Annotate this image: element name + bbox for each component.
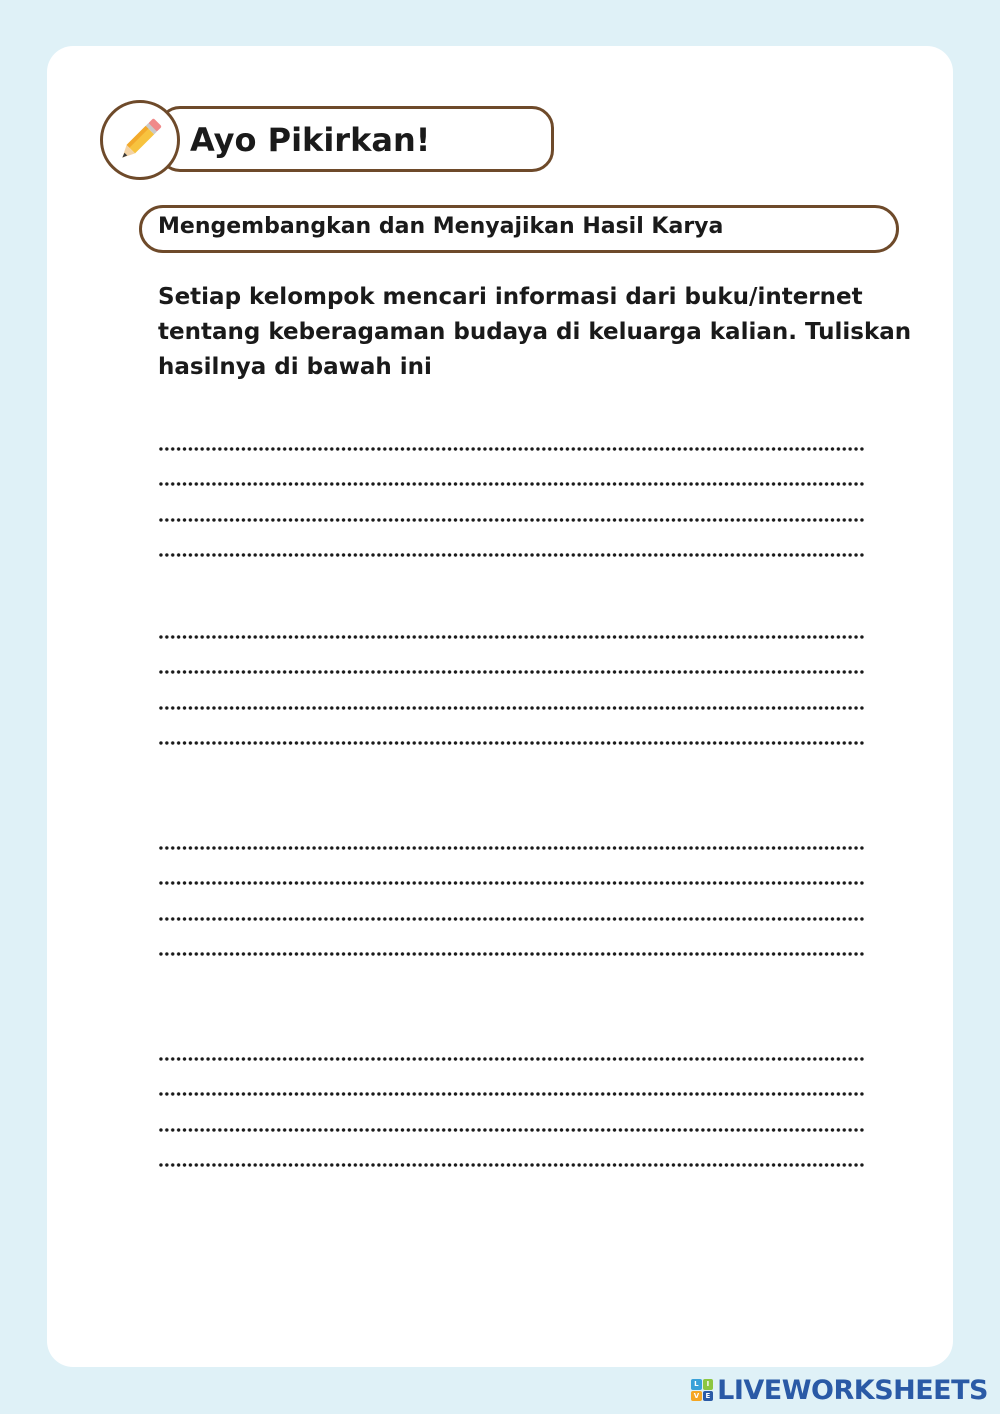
page-title: Ayo Pikirkan! (190, 121, 431, 159)
answer-line[interactable] (158, 609, 864, 645)
logo-letter: L (691, 1379, 702, 1390)
logo-letter: V (691, 1391, 702, 1402)
answer-line[interactable] (158, 645, 864, 681)
liveworksheets-logo-icon (691, 1379, 713, 1401)
answer-line[interactable] (158, 528, 864, 564)
answer-line[interactable] (158, 1102, 864, 1138)
brand-wordmark: LIVEWORKSHEETS (717, 1374, 988, 1406)
instruction-text: Setiap kelompok mencari informasi dari buku/internet tentang keberagaman budaya di keluarga kalian. Tuliskan hasilnya di bawah ini (158, 284, 912, 380)
answer-line[interactable] (158, 856, 864, 892)
liveworksheets-brand (691, 1372, 988, 1408)
answer-line[interactable] (158, 891, 864, 927)
answer-line[interactable] (158, 457, 864, 493)
section-subtitle: Mengembangkan dan Menyajikan Hasil Karya (158, 214, 724, 239)
answer-group-2 (158, 609, 864, 751)
answer-line[interactable] (158, 716, 864, 752)
answer-group-4 (158, 1031, 864, 1173)
answer-group-3 (158, 820, 864, 962)
answer-line[interactable] (158, 927, 864, 963)
answer-line[interactable] (158, 492, 864, 528)
logo-letter: I (703, 1379, 714, 1390)
answer-line[interactable] (158, 1067, 864, 1103)
answer-line[interactable] (158, 1031, 864, 1067)
logo-letter: E (703, 1391, 714, 1402)
answer-line[interactable] (158, 820, 864, 856)
answer-group-1 (158, 421, 864, 563)
answer-line[interactable] (158, 680, 864, 716)
answer-line[interactable] (158, 1138, 864, 1174)
pencil-badge (100, 100, 180, 180)
answer-line[interactable] (158, 421, 864, 457)
pencil-icon (113, 113, 167, 167)
